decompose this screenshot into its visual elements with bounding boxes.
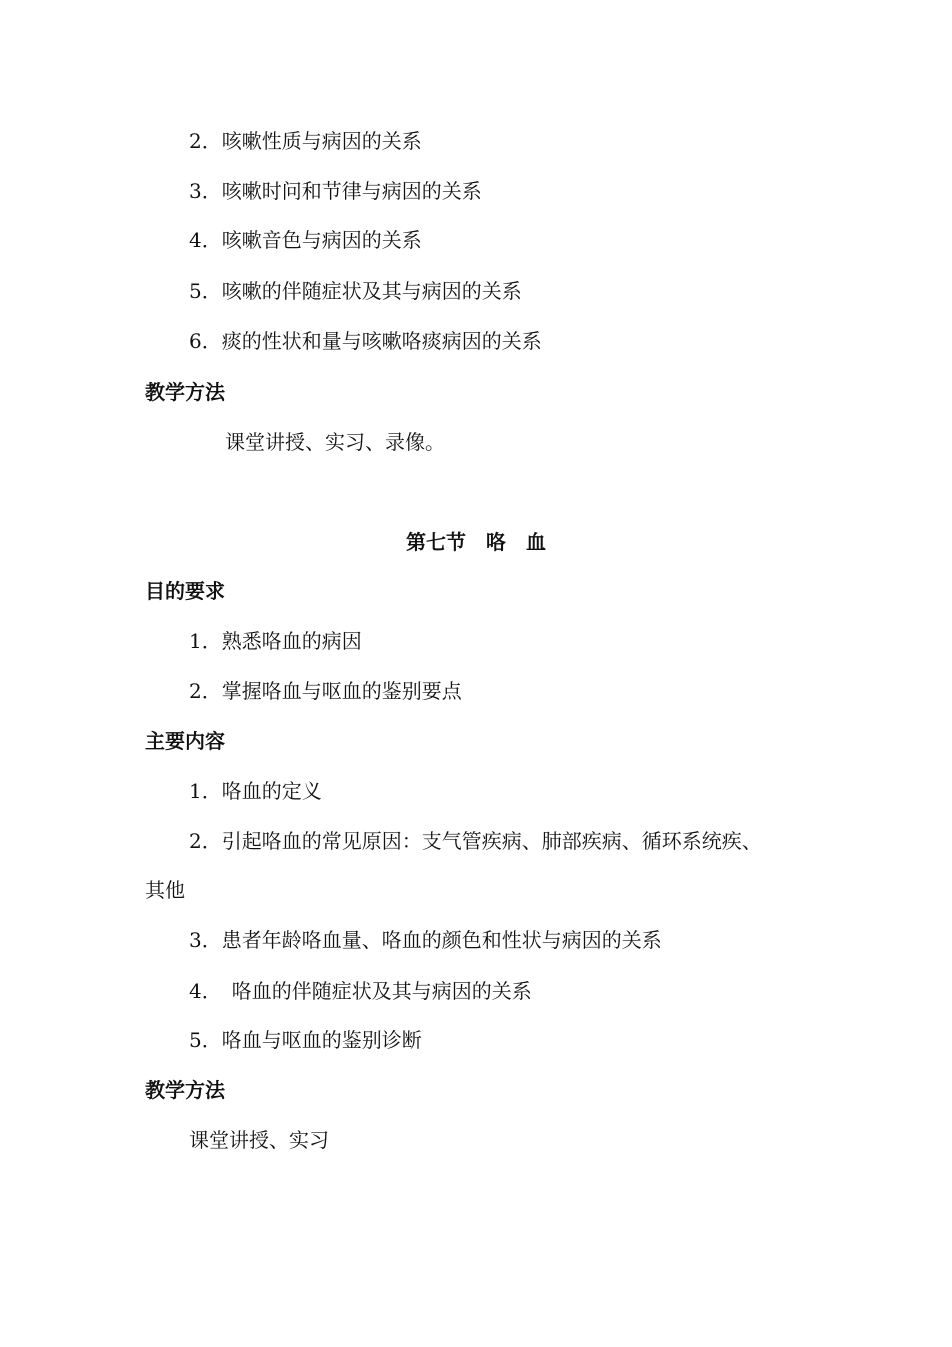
top-item: 6．痰的性状和量与咳嗽咯痰病因的关系 xyxy=(189,329,542,353)
content-item: 3．患者年龄咯血量、咯血的颜色和性状与病因的关系 xyxy=(189,928,662,952)
objective-item: 1．熟悉咯血的病因 xyxy=(189,629,362,653)
teaching-method-heading: 教学方法 xyxy=(145,1078,225,1102)
content-item: 1．咯血的定义 xyxy=(189,779,322,803)
top-item: 3．咳嗽时问和节律与病因的关系 xyxy=(189,179,482,203)
top-item: 5．咳嗽的伴随症状及其与病因的关系 xyxy=(189,279,522,303)
objective-item: 2．掌握咯血与呕血的鉴别要点 xyxy=(189,679,462,703)
teaching-method-text: 课堂讲授、实习 xyxy=(189,1128,329,1152)
teaching-method-heading: 教学方法 xyxy=(145,380,225,404)
teaching-method-text: 课堂讲授、实习、录像。 xyxy=(225,430,445,454)
content-item: 4． 咯血的伴随症状及其与病因的关系 xyxy=(189,979,532,1003)
top-item: 2．咳嗽性质与病因的关系 xyxy=(189,129,422,153)
objectives-heading: 目的要求 xyxy=(145,579,225,603)
content-item: 5．咯血与呕血的鉴别诊断 xyxy=(189,1028,422,1052)
top-item: 4．咳嗽音色与病因的关系 xyxy=(189,228,422,252)
main-content-heading: 主要内容 xyxy=(145,729,225,753)
content-item-continuation: 其他 xyxy=(145,878,185,902)
section-title: 第七节 咯 血 xyxy=(406,530,546,554)
content-item: 2．引起咯血的常见原因：支气管疾病、肺部疾病、循环系统疾、 xyxy=(189,829,762,853)
